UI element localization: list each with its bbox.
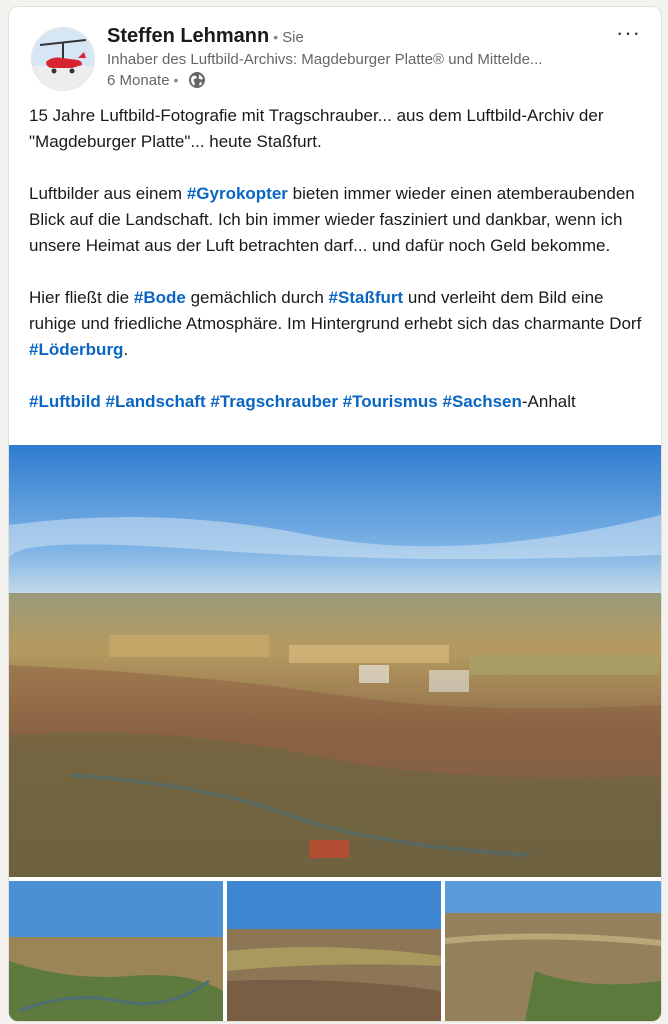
post-meta (107, 71, 597, 89)
post-text (29, 103, 651, 415)
hashtag-tragschrauber[interactable]: #Tragschrauber (210, 392, 338, 411)
main-aerial-photo[interactable] (9, 445, 661, 877)
post-time: 6 Monate (107, 71, 170, 89)
author-name[interactable]: Steffen Lehmann (107, 25, 270, 47)
author-block (107, 25, 597, 89)
hashtag-bode[interactable]: #Bode (133, 288, 186, 307)
hashtag-luftbild[interactable]: #Luftbild (29, 392, 101, 411)
paragraph-3: Hier fließt die #Bode gemächlich durch #Staßfurt und verleiht dem Bild eine ruhige und friedliche Atmosphäre. Im Hintergrund erhebt sich das charmante Dorf #Löderburg. (29, 288, 642, 359)
hashtag-gyrokopter[interactable]: #Gyrokopter (186, 184, 288, 203)
gyrocopter-icon (32, 28, 94, 90)
thumbnail-photo-1[interactable] (9, 881, 223, 1021)
time-separator: • (173, 72, 179, 88)
hashtag-stassfurt[interactable]: #Staßfurt (328, 288, 404, 307)
paragraph-1: 15 Jahre Luftbild-Fotografie mit Tragschrauber... aus dem Luftbild-Archiv der "Magdeburger Platte"... heute Staßfurt. (29, 106, 604, 151)
paragraph-2: Luftbilder aus einem #Gyrokopter bieten immer wieder einen atemberaubenden Blick auf die Landschaft. Ich bin immer wieder fasziniert und dankbar, wenn ich unsere Heimat aus der Luft betrachten darf... und dafür noch Geld bekomme. (29, 184, 635, 255)
author-headline: Inhaber des Luftbild-Archivs: Magdeburger Platte® und Mittelde... (107, 51, 543, 68)
connection-degree: Sie (282, 29, 304, 46)
post-card (8, 6, 662, 1022)
more-options-button[interactable]: ··· (616, 20, 641, 45)
hashtag-sachsen[interactable]: #Sachsen (442, 392, 522, 411)
globe-icon (188, 71, 206, 89)
avatar[interactable] (31, 27, 95, 91)
post-header (29, 20, 647, 89)
separator-dot: • (273, 29, 279, 45)
hashtag-tourismus[interactable]: #Tourismus (342, 392, 438, 411)
thumbnail-photo-3[interactable] (445, 881, 661, 1021)
hashtag-loederburg[interactable]: #Löderburg (29, 340, 124, 359)
hashtag-landschaft[interactable]: #Landschaft (105, 392, 206, 411)
paragraph-4: #Luftbild #Landschaft #Tragschrauber #Tourismus #Sachsen-Anhalt (29, 392, 576, 411)
thumbnail-photo-2[interactable] (227, 881, 441, 1021)
